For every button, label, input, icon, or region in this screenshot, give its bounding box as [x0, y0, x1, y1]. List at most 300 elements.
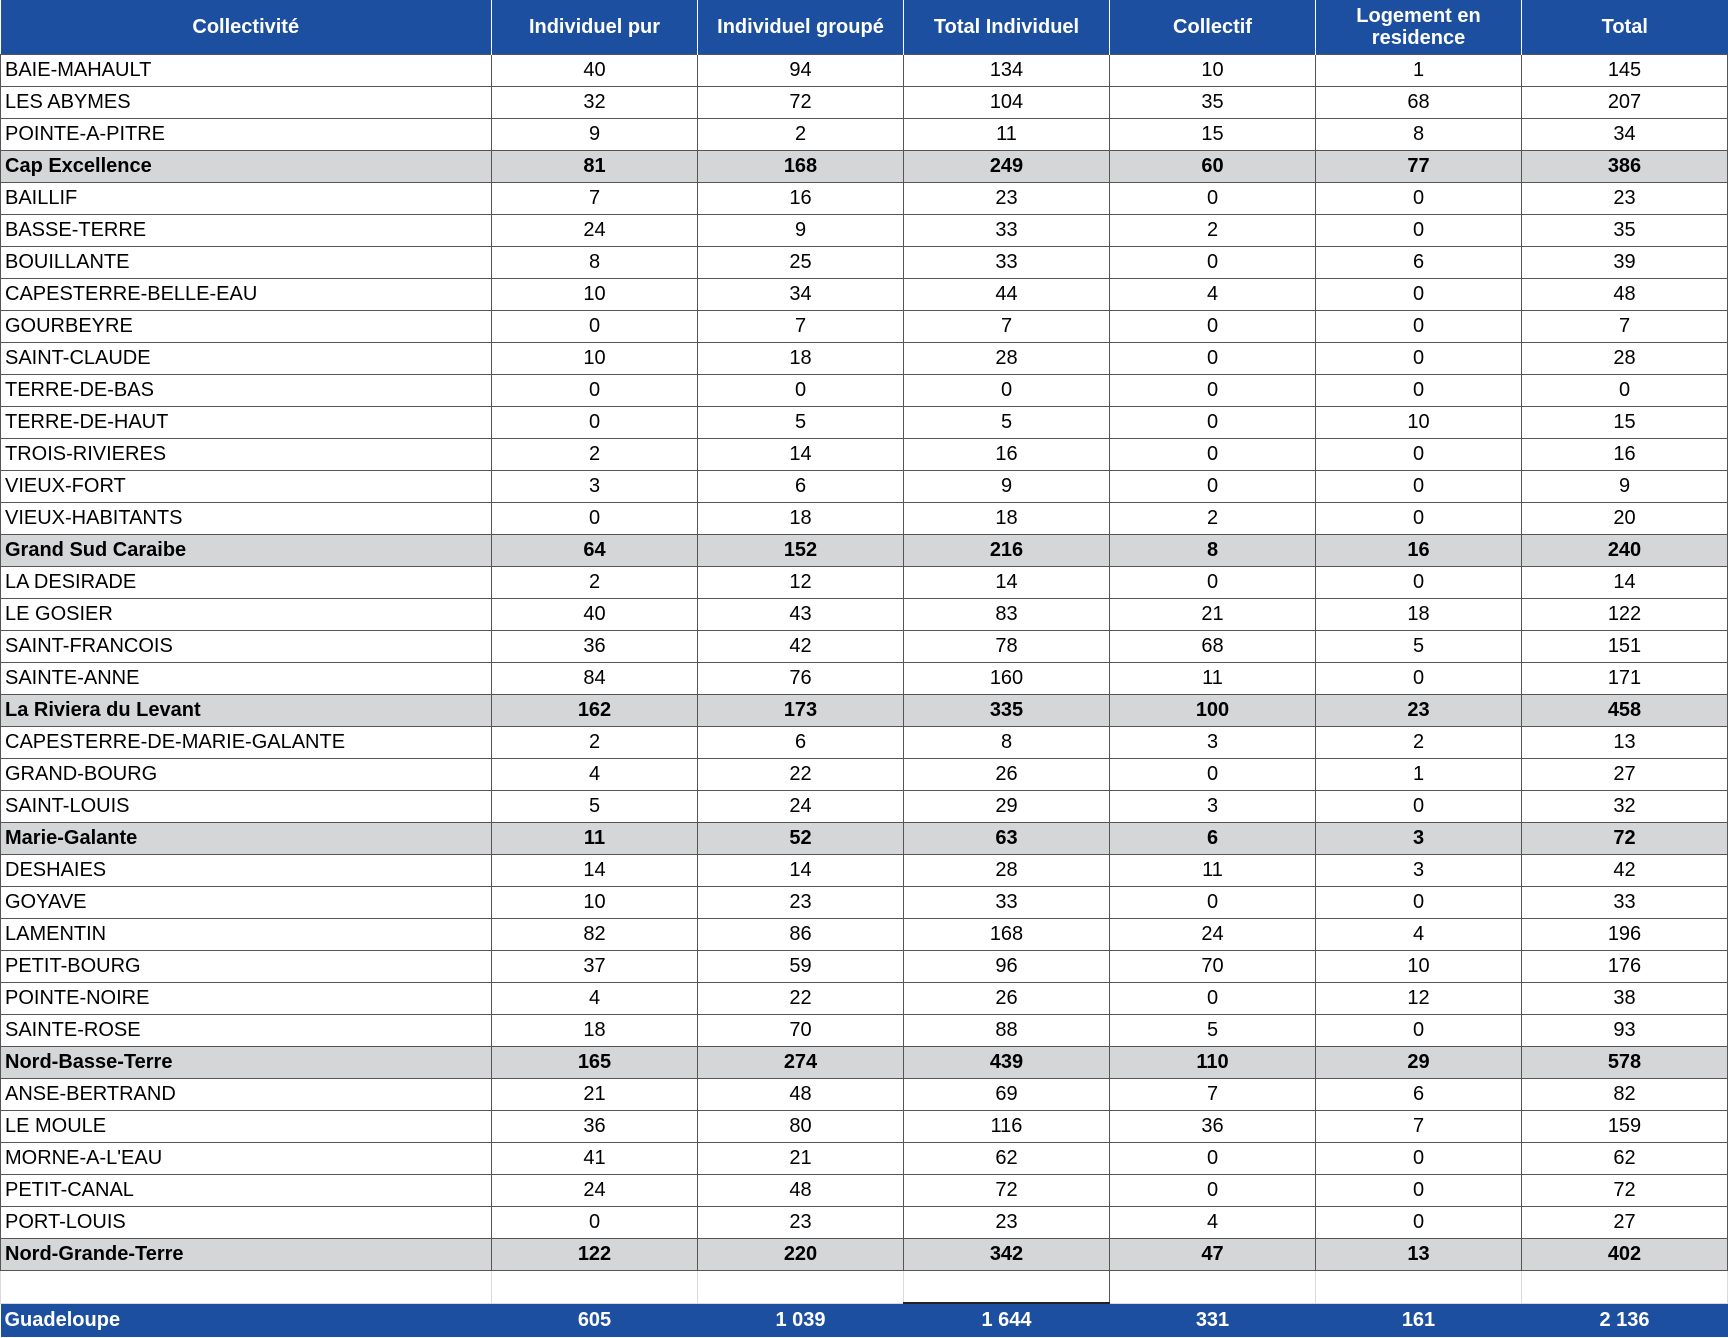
value-cell[interactable]: 11: [1110, 663, 1316, 695]
value-cell[interactable]: 0: [698, 375, 904, 407]
value-cell[interactable]: 10: [492, 279, 698, 311]
value-cell[interactable]: 0: [1522, 375, 1728, 407]
value-cell[interactable]: 439: [904, 1047, 1110, 1079]
value-cell[interactable]: 33: [904, 887, 1110, 919]
value-cell[interactable]: 64: [492, 535, 698, 567]
value-cell[interactable]: 0: [1110, 343, 1316, 375]
empty-cell[interactable]: [1522, 1271, 1728, 1304]
collectivite-cell[interactable]: Grand Sud Caraibe: [1, 535, 492, 567]
value-cell[interactable]: 134: [904, 55, 1110, 87]
empty-cell[interactable]: [1, 1271, 492, 1304]
value-cell[interactable]: 4: [492, 983, 698, 1015]
value-cell[interactable]: 14: [492, 855, 698, 887]
value-cell[interactable]: 34: [698, 279, 904, 311]
value-cell[interactable]: 1: [1316, 55, 1522, 87]
value-cell[interactable]: 7: [698, 311, 904, 343]
value-cell[interactable]: 0: [1316, 791, 1522, 823]
value-cell[interactable]: 3: [1110, 791, 1316, 823]
value-cell[interactable]: 80: [698, 1111, 904, 1143]
collectivite-cell[interactable]: Nord-Basse-Terre: [1, 1047, 492, 1079]
column-header[interactable]: Collectivité: [1, 0, 492, 55]
collectivite-cell[interactable]: POINTE-NOIRE: [1, 983, 492, 1015]
value-cell[interactable]: 458: [1522, 695, 1728, 727]
value-cell[interactable]: 62: [1522, 1143, 1728, 1175]
value-cell[interactable]: 29: [1316, 1047, 1522, 1079]
value-cell[interactable]: 152: [698, 535, 904, 567]
value-cell[interactable]: 18: [698, 343, 904, 375]
value-cell[interactable]: 83: [904, 599, 1110, 631]
collectivite-cell[interactable]: SAINTE-ANNE: [1, 663, 492, 695]
value-cell[interactable]: 0: [1316, 1143, 1522, 1175]
value-cell[interactable]: 0: [1316, 311, 1522, 343]
value-cell[interactable]: 168: [698, 151, 904, 183]
value-cell[interactable]: 3: [1316, 823, 1522, 855]
collectivite-cell[interactable]: BAILLIF: [1, 183, 492, 215]
value-cell[interactable]: 0: [492, 407, 698, 439]
value-cell[interactable]: 6: [1316, 247, 1522, 279]
value-cell[interactable]: 16: [1522, 439, 1728, 471]
value-cell[interactable]: 68: [1110, 631, 1316, 663]
value-cell[interactable]: 9: [698, 215, 904, 247]
subtotal-row: [1, 535, 1728, 567]
value-cell[interactable]: 36: [492, 1111, 698, 1143]
value-cell[interactable]: 0: [1316, 183, 1522, 215]
value-cell[interactable]: 7: [492, 183, 698, 215]
value-cell[interactable]: 62: [904, 1143, 1110, 1175]
value-cell[interactable]: 15: [1522, 407, 1728, 439]
value-cell[interactable]: 23: [698, 1207, 904, 1239]
value-cell[interactable]: 159: [1522, 1111, 1728, 1143]
value-cell[interactable]: 249: [904, 151, 1110, 183]
value-cell[interactable]: 2: [1316, 727, 1522, 759]
collectivite-cell[interactable]: TROIS-RIVIERES: [1, 439, 492, 471]
value-cell[interactable]: 24: [492, 1175, 698, 1207]
value-cell[interactable]: 23: [904, 183, 1110, 215]
value-cell[interactable]: 151: [1522, 631, 1728, 663]
value-cell[interactable]: 160: [904, 663, 1110, 695]
value-cell[interactable]: 63: [904, 823, 1110, 855]
value-cell[interactable]: 168: [904, 919, 1110, 951]
column-header[interactable]: Individuel pur: [492, 0, 698, 55]
value-cell[interactable]: 0: [1110, 759, 1316, 791]
value-cell[interactable]: 16: [698, 183, 904, 215]
value-cell[interactable]: 23: [904, 1207, 1110, 1239]
value-cell[interactable]: 18: [492, 1015, 698, 1047]
collectivite-cell[interactable]: LE GOSIER: [1, 599, 492, 631]
value-cell[interactable]: 7: [1316, 1111, 1522, 1143]
total-value-cell[interactable]: 161: [1316, 1303, 1522, 1337]
value-cell[interactable]: 386: [1522, 151, 1728, 183]
value-cell[interactable]: 11: [492, 823, 698, 855]
value-cell[interactable]: 0: [1110, 247, 1316, 279]
value-cell[interactable]: 43: [698, 599, 904, 631]
value-cell[interactable]: 0: [1316, 343, 1522, 375]
value-cell[interactable]: 70: [698, 1015, 904, 1047]
collectivite-cell[interactable]: LAMENTIN: [1, 919, 492, 951]
value-cell[interactable]: 0: [1316, 1207, 1522, 1239]
value-cell[interactable]: 21: [492, 1079, 698, 1111]
value-cell[interactable]: 0: [1316, 439, 1522, 471]
value-cell[interactable]: 78: [904, 631, 1110, 663]
total-value-cell[interactable]: 1 644: [904, 1303, 1110, 1337]
value-cell[interactable]: 44: [904, 279, 1110, 311]
collectivite-cell[interactable]: VIEUX-FORT: [1, 471, 492, 503]
collectivite-cell[interactable]: SAINT-FRANCOIS: [1, 631, 492, 663]
empty-cell[interactable]: [1110, 1271, 1316, 1304]
value-cell[interactable]: 81: [492, 151, 698, 183]
value-cell[interactable]: 8: [1110, 535, 1316, 567]
value-cell[interactable]: 6: [1316, 1079, 1522, 1111]
value-cell[interactable]: 176: [1522, 951, 1728, 983]
value-cell[interactable]: 14: [698, 439, 904, 471]
value-cell[interactable]: 0: [1110, 375, 1316, 407]
table-row: [1, 887, 1728, 919]
value-cell[interactable]: 5: [904, 407, 1110, 439]
value-cell[interactable]: 14: [1522, 567, 1728, 599]
value-cell[interactable]: 0: [492, 375, 698, 407]
value-cell[interactable]: 35: [1522, 215, 1728, 247]
value-cell[interactable]: 240: [1522, 535, 1728, 567]
collectivite-cell[interactable]: CAPESTERRE-DE-MARIE-GALANTE: [1, 727, 492, 759]
value-cell[interactable]: 0: [1316, 1015, 1522, 1047]
collectivite-cell[interactable]: LA DESIRADE: [1, 567, 492, 599]
value-cell[interactable]: 0: [1316, 503, 1522, 535]
collectivite-cell[interactable]: TERRE-DE-HAUT: [1, 407, 492, 439]
value-cell[interactable]: 6: [698, 727, 904, 759]
value-cell[interactable]: 48: [1522, 279, 1728, 311]
value-cell[interactable]: 196: [1522, 919, 1728, 951]
table-row: [1, 759, 1728, 791]
value-cell[interactable]: 40: [492, 599, 698, 631]
value-cell[interactable]: 34: [1522, 119, 1728, 151]
value-cell[interactable]: 2: [1110, 503, 1316, 535]
value-cell[interactable]: 5: [1316, 631, 1522, 663]
value-cell[interactable]: 12: [698, 567, 904, 599]
collectivite-cell[interactable]: Nord-Grande-Terre: [1, 1239, 492, 1271]
column-header[interactable]: Logement en residence: [1316, 0, 1522, 55]
column-header[interactable]: Individuel groupé: [698, 0, 904, 55]
value-cell[interactable]: 1: [1316, 759, 1522, 791]
value-cell[interactable]: 69: [904, 1079, 1110, 1111]
value-cell[interactable]: 10: [492, 343, 698, 375]
value-cell[interactable]: 36: [492, 631, 698, 663]
collectivite-cell[interactable]: VIEUX-HABITANTS: [1, 503, 492, 535]
value-cell[interactable]: 0: [1316, 567, 1522, 599]
value-cell[interactable]: 42: [698, 631, 904, 663]
value-cell[interactable]: 22: [698, 983, 904, 1015]
value-cell[interactable]: 96: [904, 951, 1110, 983]
collectivite-cell[interactable]: GRAND-BOURG: [1, 759, 492, 791]
value-cell[interactable]: 3: [1316, 855, 1522, 887]
collectivite-cell[interactable]: SAINT-CLAUDE: [1, 343, 492, 375]
value-cell[interactable]: 2: [492, 439, 698, 471]
value-cell[interactable]: 28: [1522, 343, 1728, 375]
value-cell[interactable]: 84: [492, 663, 698, 695]
value-cell[interactable]: 70: [1110, 951, 1316, 983]
value-cell[interactable]: 24: [1110, 919, 1316, 951]
value-cell[interactable]: 0: [1110, 471, 1316, 503]
value-cell[interactable]: 82: [1522, 1079, 1728, 1111]
value-cell[interactable]: 35: [1110, 87, 1316, 119]
subtotal-row: [1, 695, 1728, 727]
value-cell[interactable]: 8: [1316, 119, 1522, 151]
empty-cell[interactable]: [904, 1271, 1110, 1304]
value-cell[interactable]: 21: [1110, 599, 1316, 631]
value-cell[interactable]: 22: [698, 759, 904, 791]
collectivite-cell[interactable]: TERRE-DE-BAS: [1, 375, 492, 407]
value-cell[interactable]: 76: [698, 663, 904, 695]
value-cell[interactable]: 162: [492, 695, 698, 727]
collectivite-cell[interactable]: PORT-LOUIS: [1, 1207, 492, 1239]
value-cell[interactable]: 40: [492, 55, 698, 87]
collectivite-cell[interactable]: Marie-Galante: [1, 823, 492, 855]
collectivite-cell[interactable]: BASSE-TERRE: [1, 215, 492, 247]
value-cell[interactable]: 38: [1522, 983, 1728, 1015]
value-cell[interactable]: 0: [1316, 471, 1522, 503]
collectivite-cell[interactable]: BOUILLANTE: [1, 247, 492, 279]
value-cell[interactable]: 4: [1316, 919, 1522, 951]
value-cell[interactable]: 0: [492, 503, 698, 535]
value-cell[interactable]: 20: [1522, 503, 1728, 535]
column-header[interactable]: Total: [1522, 0, 1728, 55]
value-cell[interactable]: 33: [904, 215, 1110, 247]
value-cell[interactable]: 88: [904, 1015, 1110, 1047]
value-cell[interactable]: 28: [904, 855, 1110, 887]
value-cell[interactable]: 13: [1522, 727, 1728, 759]
value-cell[interactable]: 9: [492, 119, 698, 151]
value-cell[interactable]: 216: [904, 535, 1110, 567]
empty-cell[interactable]: [492, 1271, 698, 1304]
value-cell[interactable]: 10: [1316, 951, 1522, 983]
value-cell[interactable]: 173: [698, 695, 904, 727]
value-cell[interactable]: 59: [698, 951, 904, 983]
value-cell[interactable]: 0: [492, 1207, 698, 1239]
table-row: [1, 471, 1728, 503]
value-cell[interactable]: 72: [698, 87, 904, 119]
collectivite-cell[interactable]: GOURBEYRE: [1, 311, 492, 343]
value-cell[interactable]: 93: [1522, 1015, 1728, 1047]
collectivite-cell[interactable]: SAINTE-ROSE: [1, 1015, 492, 1047]
value-cell[interactable]: 9: [904, 471, 1110, 503]
value-cell[interactable]: 207: [1522, 87, 1728, 119]
value-cell[interactable]: 0: [1316, 663, 1522, 695]
value-cell[interactable]: 10: [1110, 55, 1316, 87]
table-row: [1, 663, 1728, 695]
value-cell[interactable]: 14: [698, 855, 904, 887]
value-cell[interactable]: 335: [904, 695, 1110, 727]
value-cell[interactable]: 33: [1522, 887, 1728, 919]
value-cell[interactable]: 8: [492, 247, 698, 279]
value-cell[interactable]: 220: [698, 1239, 904, 1271]
collectivite-cell[interactable]: LE MOULE: [1, 1111, 492, 1143]
value-cell[interactable]: 5: [492, 791, 698, 823]
value-cell[interactable]: 145: [1522, 55, 1728, 87]
value-cell[interactable]: 0: [1110, 439, 1316, 471]
column-header[interactable]: Collectif: [1110, 0, 1316, 55]
value-cell[interactable]: 6: [698, 471, 904, 503]
table-row: [1, 1015, 1728, 1047]
value-cell[interactable]: 5: [1110, 1015, 1316, 1047]
total-value-cell[interactable]: 1 039: [698, 1303, 904, 1337]
value-cell[interactable]: 23: [1522, 183, 1728, 215]
collectivite-cell[interactable]: PETIT-CANAL: [1, 1175, 492, 1207]
total-label-cell[interactable]: Guadeloupe: [1, 1303, 492, 1337]
collectivite-cell[interactable]: Cap Excellence: [1, 151, 492, 183]
value-cell[interactable]: 24: [492, 215, 698, 247]
value-cell[interactable]: 578: [1522, 1047, 1728, 1079]
value-cell[interactable]: 110: [1110, 1047, 1316, 1079]
value-cell[interactable]: 29: [904, 791, 1110, 823]
value-cell[interactable]: 60: [1110, 151, 1316, 183]
value-cell[interactable]: 4: [1110, 279, 1316, 311]
value-cell[interactable]: 2: [698, 119, 904, 151]
empty-cell[interactable]: [1316, 1271, 1522, 1304]
value-cell[interactable]: 0: [1110, 1143, 1316, 1175]
value-cell[interactable]: 32: [1522, 791, 1728, 823]
value-cell[interactable]: 33: [904, 247, 1110, 279]
value-cell[interactable]: 0: [1316, 1175, 1522, 1207]
total-value-cell[interactable]: 605: [492, 1303, 698, 1337]
value-cell[interactable]: 100: [1110, 695, 1316, 727]
value-cell[interactable]: 21: [698, 1143, 904, 1175]
value-cell[interactable]: 72: [1522, 1175, 1728, 1207]
value-cell[interactable]: 7: [1522, 311, 1728, 343]
value-cell[interactable]: 18: [904, 503, 1110, 535]
value-cell[interactable]: 23: [1316, 695, 1522, 727]
value-cell[interactable]: 11: [1110, 855, 1316, 887]
table-row: [1, 503, 1728, 535]
collectivite-cell[interactable]: DESHAIES: [1, 855, 492, 887]
value-cell[interactable]: 2: [492, 567, 698, 599]
collectivite-cell[interactable]: PETIT-BOURG: [1, 951, 492, 983]
value-cell[interactable]: 37: [492, 951, 698, 983]
value-cell[interactable]: 0: [1110, 407, 1316, 439]
table-row: [1, 855, 1728, 887]
value-cell[interactable]: 68: [1316, 87, 1522, 119]
value-cell[interactable]: 26: [904, 759, 1110, 791]
value-cell[interactable]: 23: [698, 887, 904, 919]
value-cell[interactable]: 0: [1110, 887, 1316, 919]
value-cell[interactable]: 52: [698, 823, 904, 855]
value-cell[interactable]: 0: [1316, 279, 1522, 311]
collectivite-cell[interactable]: MORNE-A-L'EAU: [1, 1143, 492, 1175]
value-cell[interactable]: 11: [904, 119, 1110, 151]
table-row: [1, 55, 1728, 87]
total-value-cell[interactable]: 2 136: [1522, 1303, 1728, 1337]
value-cell[interactable]: 42: [1522, 855, 1728, 887]
value-cell[interactable]: 16: [1316, 535, 1522, 567]
value-cell[interactable]: 2: [1110, 215, 1316, 247]
value-cell[interactable]: 0: [1110, 311, 1316, 343]
value-cell[interactable]: 48: [698, 1175, 904, 1207]
value-cell[interactable]: 104: [904, 87, 1110, 119]
value-cell[interactable]: 72: [1522, 823, 1728, 855]
value-cell[interactable]: 0: [1110, 183, 1316, 215]
value-cell[interactable]: 4: [1110, 1207, 1316, 1239]
value-cell[interactable]: 13: [1316, 1239, 1522, 1271]
total-value-cell[interactable]: 331: [1110, 1303, 1316, 1337]
table-row: [1, 119, 1728, 151]
empty-cell[interactable]: [698, 1271, 904, 1304]
value-cell[interactable]: 28: [904, 343, 1110, 375]
value-cell[interactable]: 32: [492, 87, 698, 119]
value-cell[interactable]: 122: [492, 1239, 698, 1271]
value-cell[interactable]: 3: [492, 471, 698, 503]
collectivite-cell[interactable]: LES ABYMES: [1, 87, 492, 119]
value-cell[interactable]: 3: [1110, 727, 1316, 759]
value-cell[interactable]: 0: [904, 375, 1110, 407]
value-cell[interactable]: 27: [1522, 759, 1728, 791]
value-cell[interactable]: 0: [1110, 983, 1316, 1015]
value-cell[interactable]: 402: [1522, 1239, 1728, 1271]
collectivite-cell[interactable]: ANSE-BERTRAND: [1, 1079, 492, 1111]
value-cell[interactable]: 9: [1522, 471, 1728, 503]
value-cell[interactable]: 24: [698, 791, 904, 823]
value-cell[interactable]: 0: [1316, 375, 1522, 407]
value-cell[interactable]: 36: [1110, 1111, 1316, 1143]
value-cell[interactable]: 25: [698, 247, 904, 279]
value-cell[interactable]: 7: [1110, 1079, 1316, 1111]
value-cell[interactable]: 8: [904, 727, 1110, 759]
value-cell[interactable]: 77: [1316, 151, 1522, 183]
value-cell[interactable]: 10: [1316, 407, 1522, 439]
value-cell[interactable]: 0: [1110, 567, 1316, 599]
value-cell[interactable]: 82: [492, 919, 698, 951]
value-cell[interactable]: 0: [1316, 887, 1522, 919]
collectivite-cell[interactable]: SAINT-LOUIS: [1, 791, 492, 823]
value-cell[interactable]: 6: [1110, 823, 1316, 855]
value-cell[interactable]: 0: [1316, 215, 1522, 247]
value-cell[interactable]: 165: [492, 1047, 698, 1079]
value-cell[interactable]: 47: [1110, 1239, 1316, 1271]
value-cell[interactable]: 171: [1522, 663, 1728, 695]
value-cell[interactable]: 39: [1522, 247, 1728, 279]
collectivite-cell[interactable]: CAPESTERRE-BELLE-EAU: [1, 279, 492, 311]
value-cell[interactable]: 41: [492, 1143, 698, 1175]
value-cell[interactable]: 15: [1110, 119, 1316, 151]
value-cell[interactable]: 72: [904, 1175, 1110, 1207]
value-cell[interactable]: 5: [698, 407, 904, 439]
value-cell[interactable]: 86: [698, 919, 904, 951]
value-cell[interactable]: 10: [492, 887, 698, 919]
value-cell[interactable]: 94: [698, 55, 904, 87]
value-cell[interactable]: 4: [492, 759, 698, 791]
subtotal-row: [1, 1047, 1728, 1079]
value-cell[interactable]: 116: [904, 1111, 1110, 1143]
value-cell[interactable]: 7: [904, 311, 1110, 343]
value-cell[interactable]: 0: [492, 311, 698, 343]
value-cell[interactable]: 14: [904, 567, 1110, 599]
spacer-row: [1, 1271, 1728, 1304]
value-cell[interactable]: 26: [904, 983, 1110, 1015]
value-cell[interactable]: 2: [492, 727, 698, 759]
collectivite-cell[interactable]: GOYAVE: [1, 887, 492, 919]
collectivite-cell[interactable]: BAIE-MAHAULT: [1, 55, 492, 87]
value-cell[interactable]: 122: [1522, 599, 1728, 631]
value-cell[interactable]: 12: [1316, 983, 1522, 1015]
value-cell[interactable]: 274: [698, 1047, 904, 1079]
value-cell[interactable]: 18: [698, 503, 904, 535]
value-cell[interactable]: 16: [904, 439, 1110, 471]
value-cell[interactable]: 342: [904, 1239, 1110, 1271]
value-cell[interactable]: 48: [698, 1079, 904, 1111]
collectivite-cell[interactable]: POINTE-A-PITRE: [1, 119, 492, 151]
value-cell[interactable]: 0: [1110, 1175, 1316, 1207]
column-header[interactable]: Total Individuel: [904, 0, 1110, 55]
value-cell[interactable]: 18: [1316, 599, 1522, 631]
value-cell[interactable]: 27: [1522, 1207, 1728, 1239]
collectivite-cell[interactable]: La Riviera du Levant: [1, 695, 492, 727]
